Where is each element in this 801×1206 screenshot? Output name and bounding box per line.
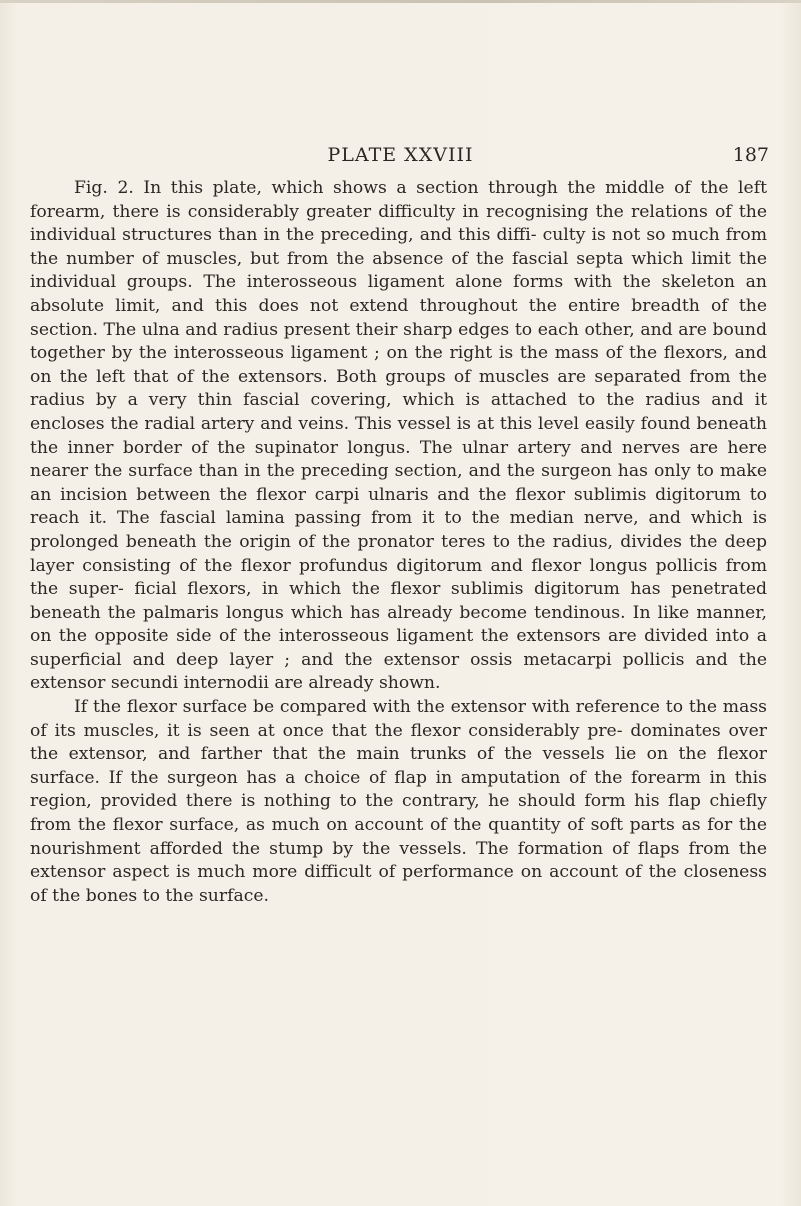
running-head — [0, 140, 801, 170]
body-text — [30, 177, 767, 908]
page-top-edge — [0, 0, 801, 3]
paragraph-fig-2: Fig. 2. In this plate, which shows a section through the middle of the left forearm, there is considerably greater difficulty in recognising the relations of the individual structures than in the preceding, and this diffi- culty is not so much from the number of muscles, but from the absence of the fascial septa which limit the individual groups. The interosseous ligament alone forms with the skeleton an absolute limit, and this does not extend throughout the entire breadth of the section. The ulna and radius present their sharp edges to each other, and are bound together by the interosseous ligament ; on the right is the mass of the flexors, and on the left that of the extensors. Both groups of muscles are separated from the radius by a very thin fascial covering, which is attached to the radius and it encloses the radial artery and veins. This vessel is at this level easily found beneath the inner border of the supinator longus. The ulnar artery and nerves are here nearer the surface than in the preceding section, and the surgeon has only to make an incision between the flexor carpi ulnaris and the flexor sublimis digitorum to reach it. The fascial lamina passing from it to the median nerve, and which is prolonged beneath the origin of the pronator teres to the radius, divides the deep layer consisting of the flexor profundus digitorum and flexor longus pollicis from the super- ficial flexors, in which the flexor sublimis digitorum has penetrated beneath the palmaris longus which has already become tendinous. In like manner, on the opposite side of the interosseous ligament the extensors are divided into a superficial and deep layer ; and the extensor ossis metacarpi pollicis and the extensor secundi internodii are already shown. — [30, 178, 767, 694]
plate-title: PLATE XXVIII — [327, 144, 474, 166]
page-number: 187 — [732, 144, 769, 166]
paragraph-flexor-comparison: If the flexor surface be compared with the extensor with reference to the mass of its muscles, it is seen at once that the flexor considerably pre- dominates over the extensor, and farther that the main trunks of the vessels lie on the flexor surface. If the surgeon has a choice of flap in amputation of the forearm in this region, provided there is nothing to the contrary, he should form his flap chiefly from the flexor surface, as much on account of the quantity of soft parts as for the nourishment afforded the stump by the vessels. The formation of flaps from the extensor aspect is much more difficult of performance on account of the closeness of the bones to the surface. — [30, 697, 767, 906]
